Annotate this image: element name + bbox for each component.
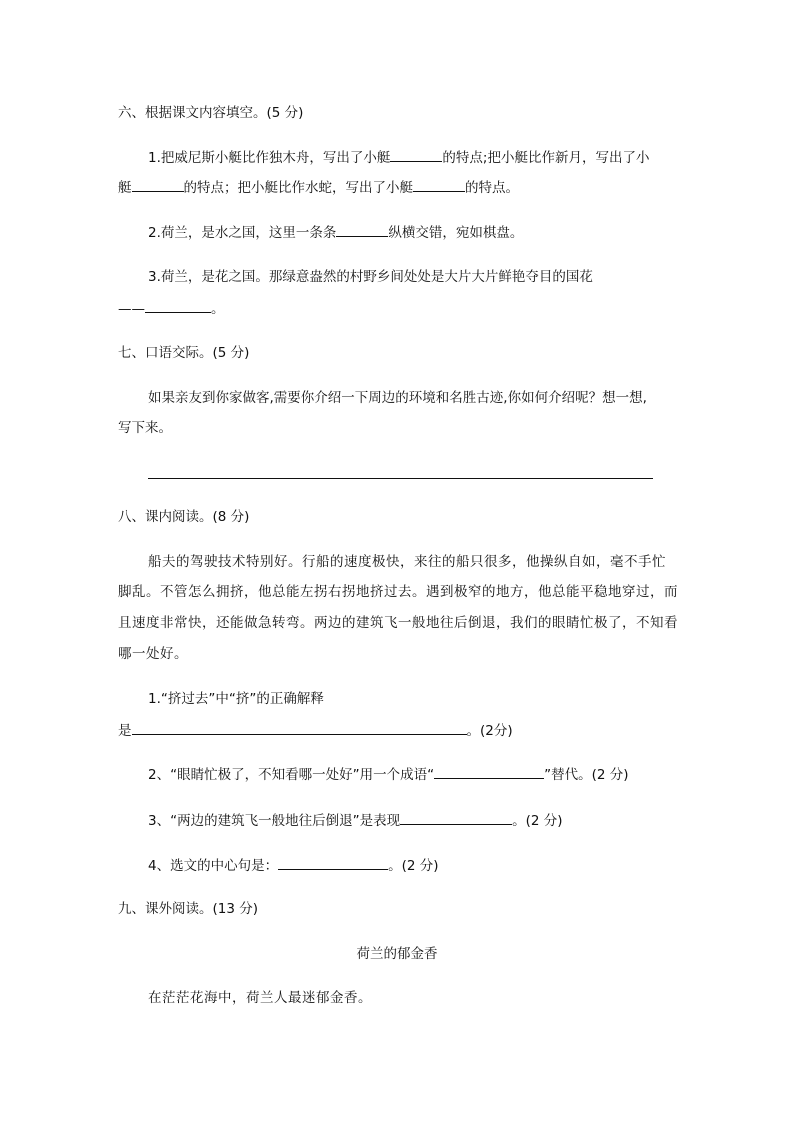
s6-q1-text-e: 的特点。 (465, 180, 519, 196)
s8-q1-blank[interactable] (132, 720, 467, 735)
section-6-heading: 六、根据课文内容填空。(5 分) (118, 105, 304, 121)
s6-q3-line2 (118, 298, 225, 319)
s9-article-title: 荷兰的郁金香 (356, 946, 438, 962)
s8-q4-text-a: 4、选文的中心句是： (148, 858, 279, 874)
s6-q1-text-b: 的特点;把小艇比作新月，写出了小 (442, 150, 650, 166)
s8-q3-line (148, 810, 563, 831)
s6-q2-blank[interactable] (336, 222, 388, 237)
s6-q1-text-c: 艇 (118, 180, 132, 196)
s8-q4-line (148, 855, 439, 876)
s6-q3-line1: 3.荷兰，是花之国。那绿意盎然的村野乡间处处是大片大片鲜艳夺目的国花 (148, 269, 593, 285)
s8-q2-line (148, 764, 629, 785)
s6-q1-blank-2[interactable] (132, 177, 184, 192)
s6-q1-text-a: 1.把威尼斯小艇比作独木舟，写出了小艇 (148, 150, 391, 166)
s8-q3-text-b: 。(2 分) (512, 813, 563, 829)
s8-q4-blank[interactable] (278, 855, 388, 870)
s8-q2-text-b: ”替代。(2 分) (544, 767, 629, 783)
s7-answer-line[interactable] (148, 478, 653, 479)
s8-q1-text-c: 。(2分) (466, 723, 513, 739)
s6-q1-blank-3[interactable] (413, 177, 465, 192)
s8-q4-text-b: 。(2 分) (388, 858, 439, 874)
s8-q3-blank[interactable] (400, 810, 512, 825)
s6-q1-blank-1[interactable] (390, 147, 442, 162)
s6-q1-line2 (118, 177, 519, 198)
s7-prompt-line1: 如果亲友到你家做客,需要你介绍一下周边的环境和名胜古迹,你如何介绍呢？想一想, (148, 390, 647, 406)
s6-q1-text-d: 的特点；把小艇比作水蛇，写出了小艇 (183, 180, 413, 196)
s8-q2-blank[interactable] (434, 764, 544, 779)
section-7-heading: 七、口语交际。(5 分) (118, 345, 250, 361)
s8-q1-line1: 1.“挤过去”中“挤”的正确解释 (148, 691, 324, 707)
s8-passage-line4: 哪一处好。 (118, 646, 188, 662)
s8-passage-line1: 船夫的驾驶技术特别好。行船的速度极快，来往的船只很多，他操纵自如，毫不手忙 (148, 554, 666, 570)
s6-q2-text-a: 2.荷兰，是水之国，这里一条条 (148, 225, 337, 241)
s8-q3-text-a: 3、“两边的建筑飞一般地往后倒退”是表现 (148, 813, 401, 829)
s8-passage-line2: 脚乱。不管怎么拥挤，他总能左拐右拐地挤过去。遇到极窄的地方，他总能平稳地穿过，而 (118, 584, 678, 600)
s6-q2-text-b: 纵横交错，宛如棋盘。 (388, 225, 524, 241)
s8-q2-text-a: 2、“眼睛忙极了，不知看哪一处好”用一个成语“ (148, 767, 435, 783)
s8-q1-line2 (118, 720, 513, 741)
s6-q3-blank[interactable] (145, 298, 211, 313)
s6-q1-line1 (148, 147, 649, 168)
s6-q3-end: 。 (211, 301, 225, 317)
s9-article-line1: 在茫茫花海中，荷兰人最迷郁金香。 (148, 990, 372, 1006)
s8-passage-line3: 且速度非常快，还能做急转弯。两边的建筑飞一般地往后倒退，我们的眼睛忙极了，不知看 (118, 615, 678, 631)
section-9-heading: 九、课外阅读。(13 分) (118, 901, 259, 917)
s7-prompt-line2: 写下来。 (118, 420, 172, 436)
s6-q3-dash: —— (118, 301, 145, 317)
s8-q1-text-b: 是 (118, 723, 132, 739)
section-8-heading: 八、课内阅读。(8 分) (118, 509, 250, 525)
s6-q2-line (148, 222, 523, 243)
